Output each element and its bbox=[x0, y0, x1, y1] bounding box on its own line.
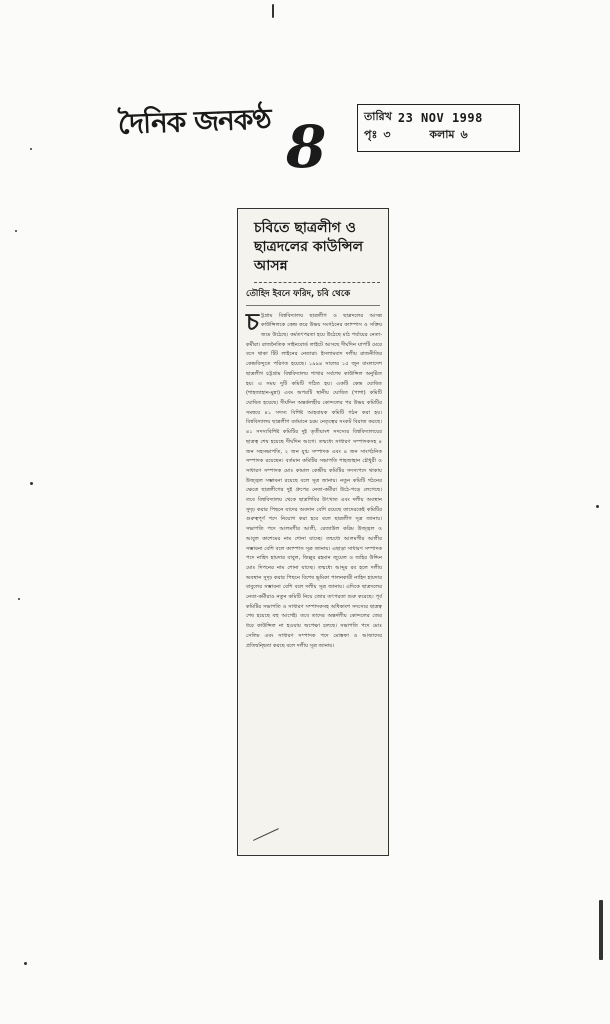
handwritten-page-number: 8 bbox=[286, 113, 327, 181]
stamp-date-label: তারিখ bbox=[364, 110, 392, 123]
date-stamp bbox=[357, 104, 520, 152]
article-byline: তৌহিদ ইবনে ফরিদ, চবি থেকে bbox=[246, 287, 380, 306]
stamp-page-value: ৩ bbox=[383, 128, 391, 141]
scan-speck bbox=[596, 505, 599, 508]
scan-speck bbox=[15, 230, 17, 232]
article-dropcap: চ bbox=[246, 306, 259, 336]
stamp-page-label: পৃঃ bbox=[364, 128, 378, 141]
newspaper-clipping bbox=[237, 208, 389, 856]
scan-speck bbox=[30, 148, 32, 150]
article-body-text: ট্টগ্রাম বিশ্ববিদ্যালয় ছাত্রলীগ ও ছাত্রদলের আসন্ন কাউন্সিলকে কেন্দ্র করে উভয় সংগঠনের ক্যাম্পাস ও সক্রিয় জমে উঠেছে। কর্মতৎপরতা হয়ে উঠেছে মাঠ পর্যায়ের নেতা-কর্মীরা। রাজনৈতিক সাইনবোর্ড লাইটে আসছে দীর্ঘদিন ঘাপটি মেরে বসে থাকা টিট লাইনের নেতারা। ইসলামবাদ দলীয় রাজনীতির কেন্দ্রবিন্দুতে পরিণত হয়েছে। ১৯৯৪ সালের ১৫ জুন বাংলাদেশ ছাত্রলীগ চট্টগ্রাম বিশ্ববিদ্যালয় শাখার সর্বশেষ কাউন্সিল অনুষ্ঠিত হয়। এ সময় দুটি কমিটি গঠিত হয়। একটি কেন্দ্র ঘোষিত (শাহজাহান-মুন্না) এবং অপরটি স্থানীয় ঘোষিত (পাশা) কমিটি ঘোষিত হয়েছে। দীর্ঘদিন অন্তর্কলহীয় কোন্দলের পর উভয় কমিটির সমন্বয়ে ৪১ সদস্য বিশিষ্ট আহবায়ক কমিটি গঠন করা হয়। বিশ্ববিদ্যালয় ছাত্রলীগ বর্তমানে চরম নেতৃত্বের সংকট বিরাজ করছে। ৪১ সদস্যবিশিষ্ট কমিটির দুই তৃতীয়াংশ সদস্যের বিশ্ববিদ্যালয়ের ছাত্রত্ব শেষ হয়েছে দীর্ঘদিন আগে। তন্মধ্যে সাধারণ সম্পাদকসহ ৪ জন সহসভাপতি, ২ জন যুগ্ম সম্পাদক এবং ৪ জন সাংগঠনিক সম্পাদক রয়েছেন। বর্তমান কমিটির সভাপতি শাহজাহান চৌধুরী ও সাধারণ সম্পাদক মোঃ কামাল কেন্দ্রীয় কমিটির সদস্যপদে থাকায় উজ্জ্বল সম্ভাবনা রয়েছে বলে সূত্র জানায়। নতুন কমিটি গঠনের ক্ষেত্রে ছাত্রলীগের দুই গ্রুপের নেতা-কর্মীরা উঠে-পড়ে লেগেছে। তবে বিশ্ববিদ্যালয় থেকে ছাত্রশিবির উৎখাত এবং দলীয় অবস্থান সুদৃঢ় করার পিছনে যাদের অবদান বেশি রয়েছে তাদেরকেই কমিটির গুরুত্বপূর্ণ পদে নিয়োগ করা হবে বলে ছাত্রলীগ সূত্র জানায়। সভাপতি পদে আলমগীর আলী, রেজাউল করিম উজ্জ্বল ও আবুল কাশেমের নাম শোনা যাচ্ছে। তন্মধ্যে আলমগীর আলীর সম্ভাবনা বেশি বলে ক্যাম্পাস সূত্র জানায়। এছাড়া সাধারণ সম্পাদক পদে নাহিদ হায়দার বাবুল, জিল্লুর রহমান জুয়েল ও জহির উদ্দিন মোঃ দিপনের নাম শোনা যাচ্ছে। তন্মধ্যে আব্দুর রব হলে দলীয় অবস্থান সুদৃঢ় করার পিছনে বিশেষ ভূমিকা পালনকারী নাহিদ হায়দার বাবুলের সম্ভাবনা বেশি বলে দলীয় সূত্র জানায়। এদিকে ছাত্রদলের নেতা-কর্মীরাও নতুন কমিটি নিয়ে জোর তৎপরতা শুরু করেছে। পূর্ব কমিটির সভাপতি ও সাধারণ সম্পাদকসহ অধিকাংশ সদস্যের ছাত্রত্ব শেষ হয়েছে বহু আগেই। তবে তাদের অন্তর্দলীয় কোন্দলের জের ধরে কাউন্সিল না হওয়ায় অপেক্ষা চলছে। সভাপতি পদে মোঃ সেলিম এবং সাধারণ সম্পাদক পদে মোস্তফা ও আজাদের প্রতিদ্বন্দ্বিতা করছে বলে দলীয় সূত্র জানায়। bbox=[246, 312, 382, 649]
scan-speck bbox=[18, 598, 20, 600]
scan-speck bbox=[30, 482, 33, 485]
scan-speck bbox=[272, 4, 274, 18]
stamp-column-value: ৬ bbox=[460, 128, 468, 141]
stamp-date-row bbox=[364, 109, 513, 127]
scan-speck bbox=[24, 962, 27, 965]
stamp-date-value: 23 NOV 1998 bbox=[397, 111, 483, 125]
scan-speck bbox=[599, 900, 603, 960]
article-headline: চবিতে ছাত্রলীগ ও ছাত্রদলের কাউন্সিল আসন্ন bbox=[254, 219, 380, 283]
stamp-column-label: কলাম bbox=[429, 128, 455, 141]
stamp-page-column-row bbox=[364, 127, 513, 144]
article-body bbox=[246, 306, 382, 652]
newspaper-name: দৈনিক জনকণ্ঠ bbox=[117, 102, 272, 141]
